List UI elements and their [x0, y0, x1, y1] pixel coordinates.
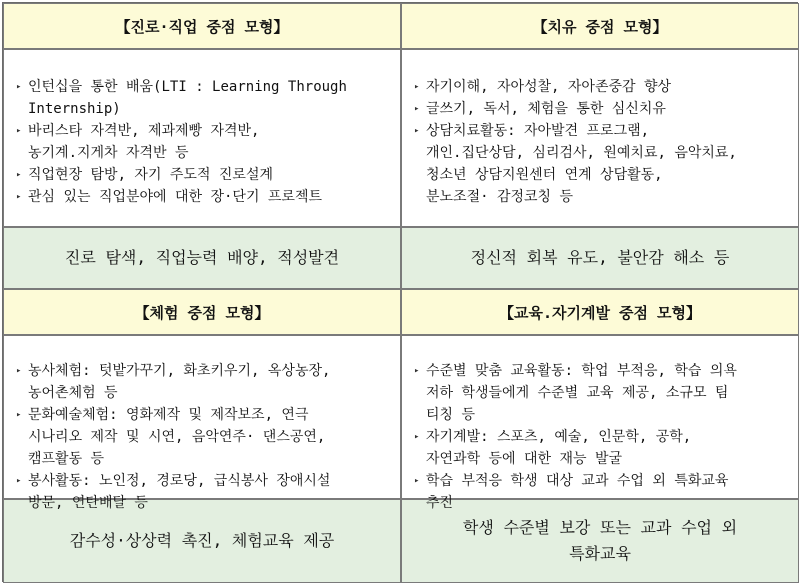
- bullet-icon: ▸: [16, 476, 22, 486]
- list-item-line: 개인.집단상담, 심리검사, 원예치료, 음악치료,: [426, 145, 737, 161]
- list-item-line: 관심 있는 직업분야에 대한 장·단기 프로젝트: [28, 189, 323, 205]
- list-item: [414, 98, 790, 120]
- list-item-line: 상담치료활동: 자아발견 프로그램,: [426, 123, 650, 139]
- list-item-line: 농기계.지게차 자격반 등: [28, 145, 189, 161]
- list-item: [414, 76, 790, 98]
- healing-model-summary: [401, 227, 799, 289]
- career-items-list: [16, 76, 392, 208]
- list-item: [414, 120, 790, 208]
- experience-summary-text: 감수성·상상력 촉진, 체험교육 제공: [69, 531, 335, 550]
- list-item-line: 농사체험: 텃밭가꾸기, 화초키우기, 옥상농장,: [28, 363, 331, 379]
- list-item-line: 학습 부적응 학생 대상 교과 수업 외 특화교육: [426, 473, 729, 489]
- list-item-line: 방문, 연탄배달 등: [28, 495, 148, 511]
- career-summary-text: 진로 탐색, 직업능력 배양, 적성발견: [64, 248, 340, 267]
- list-item-line: 티칭 등: [426, 407, 476, 423]
- bullet-icon: ▸: [16, 192, 22, 202]
- experience-model-title: 【체험 중점 모형】: [134, 303, 270, 322]
- list-item: [414, 360, 790, 426]
- bullet-icon: ▸: [414, 126, 420, 136]
- education-summary-line-1: 학생 수준별 보강 또는 교과 수업 외: [462, 518, 738, 537]
- list-item-line: 바리스타 자격반, 제과제빵 자격반,: [28, 123, 260, 139]
- list-item: [16, 120, 392, 164]
- list-item-line: 자기이해, 자아성찰, 자아존중감 향상: [426, 79, 672, 95]
- list-item-line: Internship): [28, 101, 121, 117]
- bullet-icon: ▸: [414, 104, 420, 114]
- list-item-line: 분노조절· 감정코칭 등: [426, 189, 574, 205]
- healing-model-title: 【치유 중점 모형】: [532, 17, 668, 36]
- list-item-line: 자연과학 등에 대한 재능 발굴: [426, 451, 623, 467]
- bullet-icon: ▸: [414, 82, 420, 92]
- healing-model-header: [401, 3, 799, 49]
- education-items-list: [414, 360, 790, 514]
- bullet-icon: ▸: [16, 82, 22, 92]
- list-item: [16, 164, 392, 186]
- list-item: [16, 186, 392, 208]
- list-item: [414, 426, 790, 470]
- list-item-line: 추진: [426, 495, 454, 511]
- education-model-header: [401, 289, 799, 335]
- list-item-line: 직업현장 탐방, 자기 주도적 진로설계: [28, 167, 274, 183]
- list-item-line: 저하 학생들에게 수준별 교육 제공, 소규모 팀: [426, 385, 729, 401]
- list-item-line: 자기계발: 스포츠, 예술, 인문학, 공학,: [426, 429, 692, 445]
- experience-model-body: [3, 335, 401, 511]
- career-model-body: [3, 49, 401, 227]
- career-model-header: [3, 3, 401, 49]
- experience-model-header: [3, 289, 401, 335]
- bullet-icon: ▸: [414, 366, 420, 376]
- list-item: [16, 404, 392, 470]
- list-item-line: 캠프활동 등: [28, 451, 105, 467]
- list-item-line: 인턴십을 통한 배움(LTI : Learning Through: [28, 79, 347, 95]
- list-item-line: 수준별 맞춤 교육활동: 학업 부적응, 학습 의욕: [426, 363, 737, 379]
- bullet-icon: ▸: [414, 432, 420, 442]
- bullet-icon: ▸: [16, 366, 22, 376]
- education-model-body: [401, 335, 799, 511]
- education-model-title: 【교육.자기계발 중점 모형】: [499, 303, 701, 322]
- bullet-icon: ▸: [16, 170, 22, 180]
- career-model-summary: [3, 227, 401, 289]
- list-item: [414, 470, 790, 514]
- bullet-icon: ▸: [16, 410, 22, 420]
- program-model-table: [2, 2, 798, 582]
- healing-summary-text: 정신적 회복 유도, 불안감 해소 등: [470, 248, 730, 267]
- education-summary-line-2: 특화교육: [569, 544, 631, 563]
- list-item-line: 청소년 상담지원센터 연계 상담활동,: [426, 167, 663, 183]
- healing-items-list: [414, 76, 790, 208]
- list-item-line: 농어촌체험 등: [28, 385, 118, 401]
- list-item: [16, 76, 392, 120]
- bullet-icon: ▸: [16, 126, 22, 136]
- list-item-line: 봉사활동: 노인정, 경로당, 급식봉사 장애시설: [28, 473, 331, 489]
- list-item: [16, 470, 392, 514]
- career-model-title: 【진로·직업 중점 모형】: [115, 17, 289, 36]
- experience-items-list: [16, 360, 392, 514]
- list-item: [16, 360, 392, 404]
- list-item-line: 시나리오 제작 및 시연, 음악연주· 댄스공연,: [28, 429, 326, 445]
- healing-model-body: [401, 49, 799, 227]
- list-item-line: 문화예술체험: 영화제작 및 제작보조, 연극: [28, 407, 309, 423]
- bullet-icon: ▸: [414, 476, 420, 486]
- list-item-line: 글쓰기, 독서, 체험을 통한 심신치유: [426, 101, 666, 117]
